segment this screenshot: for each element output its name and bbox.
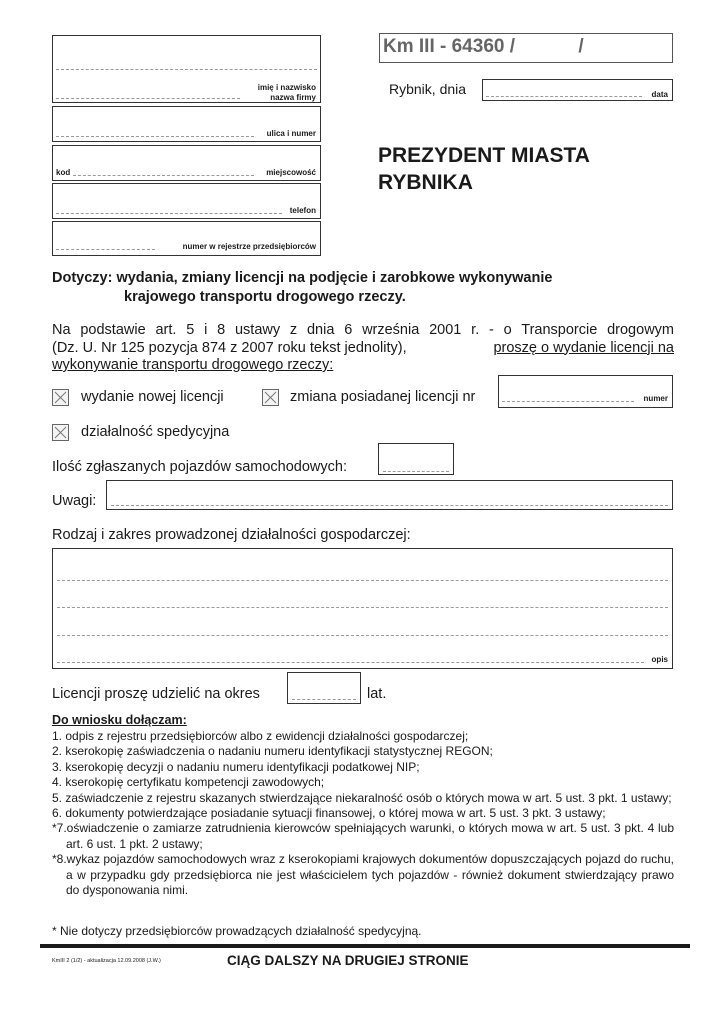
footer-rule xyxy=(40,944,690,948)
attachment-item: 3. kserokopię decyzji o nadaniu numeru identyfikacji podatkowej NIP; xyxy=(52,759,420,774)
dashed-line xyxy=(502,401,634,402)
case-number-box xyxy=(379,33,673,63)
vehicles-input[interactable] xyxy=(378,443,454,475)
dashed-line xyxy=(292,699,356,700)
applicant-register-box[interactable] xyxy=(52,221,321,256)
cross-icon xyxy=(53,425,68,440)
attachments-heading: Do wniosku dołączam: xyxy=(52,713,187,727)
new-license-label: wydanie nowej licencji xyxy=(81,389,224,405)
remarks-input[interactable] xyxy=(106,480,673,510)
dashed-line xyxy=(57,635,668,636)
dashed-line xyxy=(56,213,282,214)
attachment-item: 5. zaświadczenie z rejestru skazanych stwierdzające niekaralność osób o których mowa w art. 5 ust. 3 pkt. 1 ustawy; xyxy=(52,790,672,805)
attachment-item: 4. kserokopię certyfikatu kompetencji zawodowych; xyxy=(52,775,325,790)
vehicles-label: Ilość zgłaszanych pojazdów samochodowych: xyxy=(52,459,347,475)
dashed-line xyxy=(486,96,642,97)
change-license-checkbox[interactable] xyxy=(262,389,279,406)
period-unit: lat. xyxy=(367,686,387,702)
dashed-line xyxy=(56,69,317,70)
city-label: miejscowość xyxy=(266,168,316,177)
dashed-line xyxy=(57,580,668,581)
attachment-item: 6. dokumenty potwierdzające posiadanie sytuacji finansowej, o której mowa w art. 5 ust. 3 pkt. 3 ustawy; xyxy=(52,806,606,821)
addressee-line-1: PREZYDENT MIASTA xyxy=(378,144,590,167)
dashed-line xyxy=(57,607,668,608)
period-input[interactable] xyxy=(287,672,361,704)
intro-paragraph xyxy=(52,322,674,375)
dashed-line xyxy=(56,249,155,250)
name-label: imię i nazwisko xyxy=(257,83,316,92)
subject-prefix: Dotyczy: xyxy=(52,270,113,286)
register-label: numer w rejestrze przedsiębiorców xyxy=(182,242,316,251)
addressee xyxy=(378,142,590,196)
intro-line-3: wykonywanie transportu drogowego rzeczy: xyxy=(52,357,334,373)
continued-note: CIĄG DALSZY NA DRUGIEJ STRONIE xyxy=(227,953,469,968)
applicant-street-box[interactable] xyxy=(52,106,321,142)
form-code: KmIII 2 (1/2) - aktualizacja 12.09.2008 (J.W.) xyxy=(52,958,161,964)
change-license-label: zmiana posiadanej licencji nr xyxy=(290,389,476,405)
postcode-label: kod xyxy=(56,168,71,177)
addressee-line-2: RYBNIKA xyxy=(378,171,473,194)
activity-label: Rodzaj i zakres prowadzonej działalności gospodarczej: xyxy=(52,527,411,543)
intro-line-2-text: (Dz. U. Nr 125 pozycja 874 z 2007 roku tekst jednolity), xyxy=(52,339,407,356)
attachment-item: 2. kserokopię zaświadczenia o nadaniu numeru identyfikacji statystycznej REGON; xyxy=(52,744,493,759)
dashed-line xyxy=(56,136,254,137)
company-label: nazwa firmy xyxy=(270,93,316,102)
phone-label: telefon xyxy=(289,206,316,215)
attachment-item: *7.oświadczenie o zamiarze zatrudnienia kierowców spełniających warunki, o których mowa w art. 5 ust. 3 pkt. 4 lub art. 6 ust. 1 pkt. 2 ustawy; xyxy=(52,821,674,851)
subject xyxy=(52,269,552,307)
forwarding-label: działalność spedycyjna xyxy=(81,424,230,440)
dashed-line xyxy=(383,471,449,472)
license-number-box[interactable] xyxy=(498,375,673,408)
street-label: ulica i numer xyxy=(266,129,316,138)
attachment-item: 1. odpis z rejestru przedsiębiorców albo z ewidencji działalności gospodarczej; xyxy=(52,729,469,743)
intro-line-2 xyxy=(52,340,674,358)
cross-icon xyxy=(263,390,278,405)
attachments-list xyxy=(52,729,674,898)
dashed-line xyxy=(56,98,240,99)
number-label: numer xyxy=(643,394,668,403)
intro-line-1: Na podstawie art. 5 i 8 ustawy z dnia 6 września 2001 r. - o Transporcie drogowym xyxy=(52,322,674,338)
dashed-line xyxy=(111,505,668,506)
footnote: * Nie dotyczy przedsiębiorców prowadzących działalność spedycyjną. xyxy=(52,924,422,938)
cross-icon xyxy=(53,390,68,405)
subject-line-1: wydania, zmiany licencji na podjęcie i zarobkowe wykonywanie xyxy=(116,270,553,286)
dashed-line xyxy=(57,662,644,663)
new-license-checkbox[interactable] xyxy=(52,389,69,406)
date-box[interactable] xyxy=(482,79,673,101)
date-label: data xyxy=(651,90,668,99)
applicant-phone-box[interactable] xyxy=(52,183,321,219)
case-number: Km III - 64360 / / xyxy=(383,36,584,57)
forwarding-checkbox[interactable] xyxy=(52,424,69,441)
applicant-name-box[interactable] xyxy=(52,35,321,103)
dashed-line xyxy=(73,175,254,176)
description-label: opis xyxy=(651,655,668,664)
place-label: Rybnik, dnia xyxy=(389,81,467,97)
attachment-item: *8.wykaz pojazdów samochodowych wraz z kserokopiami krajowych dokumentów dopuszczających pojazd do ruchu, a w przypadku gdy przedsiębiorca nie jest właścicielem tych pojazdów - również dokument stwierdzający prawo do dysponowania nimi. xyxy=(52,852,674,898)
subject-line-2: krajowego transportu drogowego rzeczy. xyxy=(124,289,406,305)
period-label: Licencji proszę udzielić na okres xyxy=(52,686,260,702)
activity-description-box[interactable] xyxy=(52,548,673,669)
remarks-label: Uwagi: xyxy=(52,493,97,509)
applicant-city-box[interactable] xyxy=(52,145,321,181)
intro-line-2-request: proszę o wydanie licencji na xyxy=(493,339,674,356)
